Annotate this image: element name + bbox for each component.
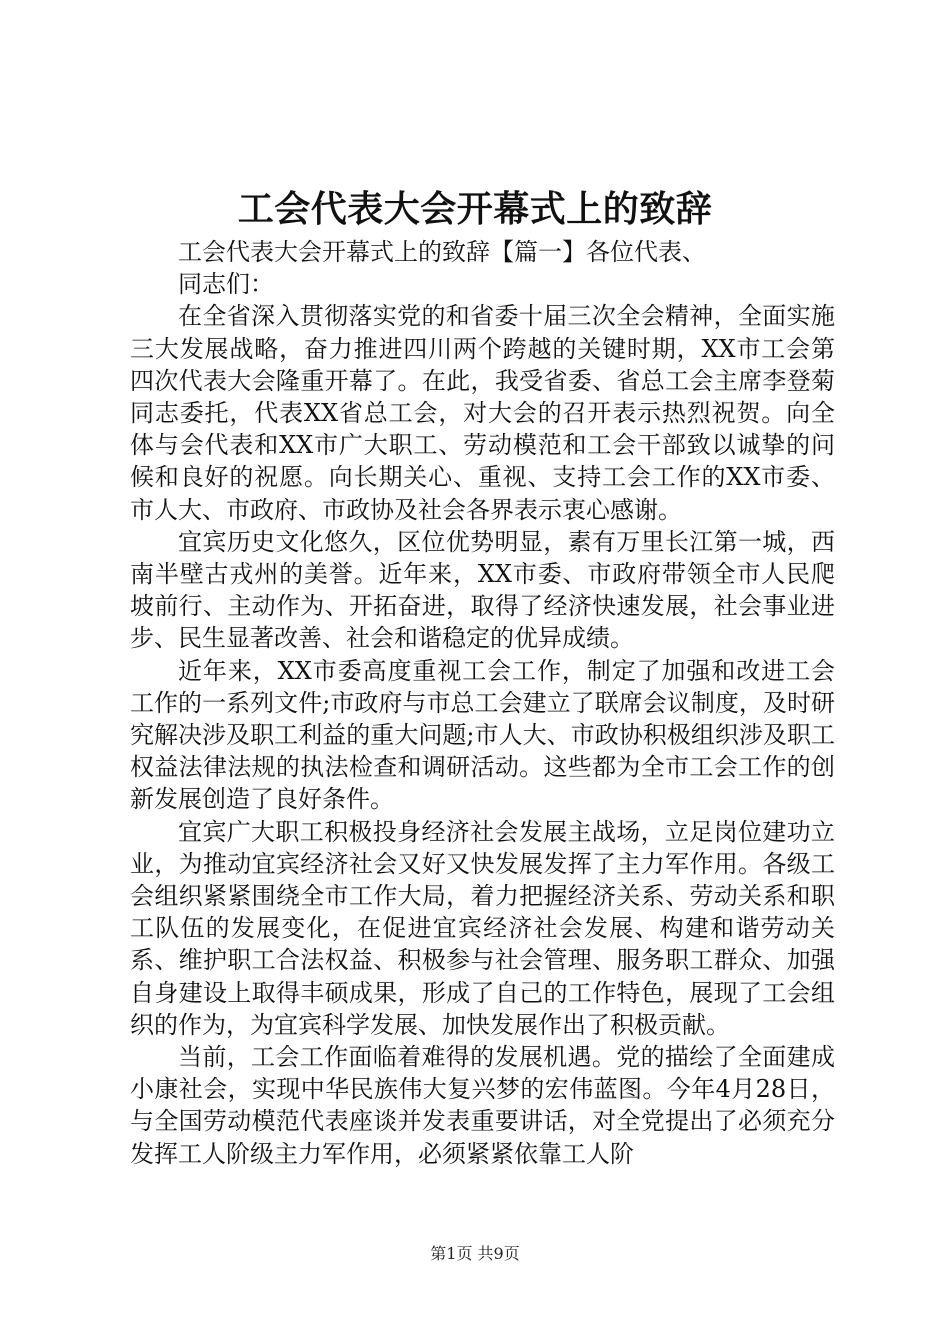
paragraph-support: 近年来，XX市委高度重视工会工作，制定了加强和改进工会工作的一系列文件;市政府与市总工会建立了联席会议制度，及时研究解决涉及职工利益的重大问题;市人大、市政协积极组织涉及职工权益法律法规的执法检查和调研活动。这些都为全市工会工作的创新发展创造了良好条件。	[130, 656, 835, 814]
paragraph-opportunity: 当前，工会工作面临着难得的发展机遇。党的描绘了全面建成小康社会，实现中华民族伟大复兴梦的宏伟蓝图。今年4月28日，与全国劳动模范代表座谈并发表重要讲话，对全党提出了必须充分发挥工人阶级主力军作用，必须紧紧依靠工人阶	[130, 1043, 835, 1168]
paragraph-salutation: 同志们：	[178, 270, 274, 299]
page-footer: 第1页 共9页	[430, 1244, 520, 1263]
paragraph-opening: 工会代表大会开幕式上的致辞【篇一】各位代表、	[178, 238, 706, 266]
paragraph-workers: 宜宾广大职工积极投身经济社会发展主战场，立足岗位建功立业，为推动宜宾经济社会又好又快发展发挥了主力军作用。各级工会组织紧紧围绕全市工作大局，着力把握经济关系、劳动关系和职工队伍的发展变化，在促进宜宾经济社会发展、构建和谐劳动关系、维护职工合法权益、积极参与社会管理、服务职工群众、加强自身建设上取得丰硕成果，形成了自己的工作特色，展现了工会组织的作为，为宜宾科学发展、加快发展作出了积极贡献。	[130, 817, 835, 1039]
document-body	[130, 236, 835, 1170]
paragraph-history: 宜宾历史文化悠久，区位优势明显，素有万里长江第一城，西南半壁古戎州的美誉。近年来，XX市委、市政府带领全市人民爬坡前行、主动作为、开拓奋进，取得了经济快速发展，社会事业进步、民生显著改善、社会和谐稳定的优异成绩。	[130, 527, 835, 653]
paragraph-congratulation: 在全省深入贯彻落实党的和省委十届三次全会精神，全面实施三大发展战略，奋力推进四川两个跨越的关键时期，XX市工会第四次代表大会隆重开幕了。在此，我受省委、省总工会主席李登菊同志委托，代表XX省总工会，对大会的召开表示热烈祝贺。向全体与会代表和XX市广大职工、劳动模范和工会干部致以诚挚的问候和良好的祝愿。向长期关心、重视、支持工会工作的XX市委、市人大、市政府、市政协及社会各界表示衷心感谢。	[130, 302, 835, 524]
document-title: 工会代表大会开幕式上的致辞	[237, 188, 713, 230]
